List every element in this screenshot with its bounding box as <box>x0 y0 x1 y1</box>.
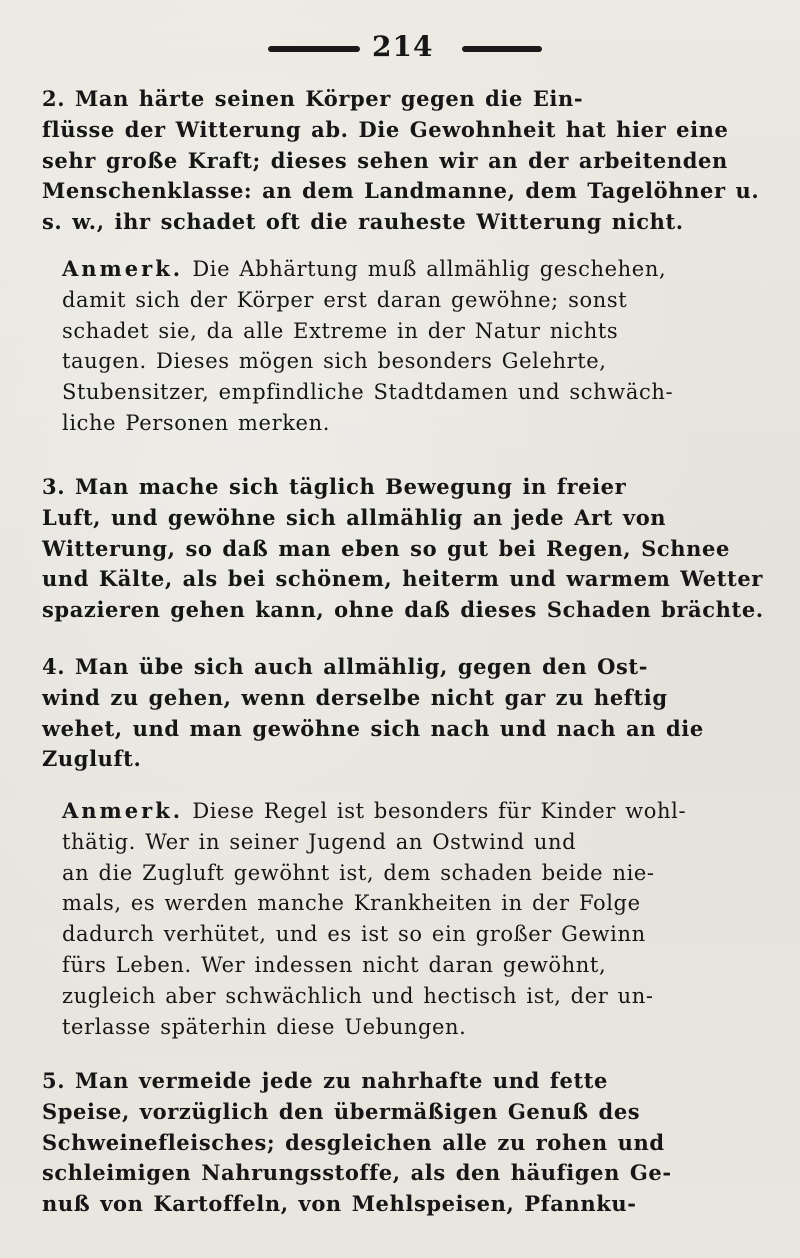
text-line: zugleich aber schwächlich und hectisch ist, der un- <box>62 983 654 1008</box>
text-line: 2. Man härte seinen Körper gegen die Ein- <box>42 86 584 111</box>
text-line: Menschenklasse: an dem Landmanne, dem Tagelöhner u. <box>42 178 760 204</box>
text-line: nuß von Kartoffeln, von Mehlspeisen, Pfannku- <box>42 1191 637 1217</box>
note-1 <box>62 254 762 439</box>
text-line: terlasse späterhin diese Uebungen. <box>62 1014 467 1039</box>
text-line: s. w., ihr schadet oft die rauheste Witterung nicht. <box>42 209 684 235</box>
text-line: flüsse der Witterung ab. Die Gewohnheit hat hier eine <box>42 116 729 142</box>
note-2 <box>62 796 762 1042</box>
text-line: Schweinefleisches; desgleichen alle zu rohen und <box>42 1129 665 1155</box>
page-header <box>0 30 800 70</box>
header-rule-left <box>268 46 360 52</box>
paragraph-4 <box>42 652 762 775</box>
text-line: liche Personen merken. <box>62 410 330 435</box>
note-label: Anmerk. <box>62 798 184 823</box>
text-line: damit sich der Körper erst daran gewöhne; sonst <box>62 287 628 312</box>
text-line: mals, es werden manche Krankheiten in der Folge <box>62 891 641 916</box>
text-line: fürs Leben. Wer indessen nicht daran gewöhnt, <box>62 952 607 977</box>
paragraph-2 <box>42 84 762 238</box>
text-line: 5. Man vermeide jede zu nahrhafte und fette <box>42 1068 608 1093</box>
text-line: taugen. Dieses mögen sich besonders Gelehrte, <box>62 349 607 374</box>
header-rule-right <box>462 46 542 52</box>
text-line: Speise, vorzüglich den übermäßigen Genuß des <box>42 1098 641 1124</box>
note-label: Anmerk. <box>62 256 184 281</box>
text-line: wind zu gehen, wenn derselbe nicht gar zu heftig <box>42 684 668 710</box>
text-line <box>62 796 762 827</box>
text-line: 4. Man übe sich auch allmählig, gegen den Ost- <box>42 654 649 679</box>
text-line: Luft, und gewöhne sich allmählig an jede Art von <box>42 504 667 530</box>
text-line: spazieren gehen kann, ohne daß dieses Schaden brächte. <box>42 597 764 623</box>
text-line: dadurch verhütet, und es ist so ein großer Gewinn <box>62 922 646 947</box>
text-line: schleimigen Nahrungsstoffe, als den häufigen Ge- <box>42 1160 672 1186</box>
text-line: und Kälte, als bei schönem, heiterm und warmem Wetter <box>42 566 763 592</box>
text-line <box>62 254 762 285</box>
text-line: an die Zugluft gewöhnt ist, dem schaden beide nie- <box>62 860 655 885</box>
text-line: Witterung, so daß man eben so gut bei Regen, Schnee <box>42 535 730 561</box>
text-line: Stubensitzer, empfindliche Stadtdamen und schwäch- <box>62 380 674 405</box>
paragraph-3 <box>42 472 762 626</box>
text-line: sehr große Kraft; dieses sehen wir an der arbeitenden <box>42 147 728 173</box>
text-line: Zugluft. <box>42 746 142 772</box>
text-line: schadet sie, da alle Extreme in der Natur nichts <box>62 318 619 343</box>
text-line: thätig. Wer in seiner Jugend an Ostwind und <box>62 829 577 854</box>
paragraph-5 <box>42 1066 762 1220</box>
text-line: wehet, und man gewöhne sich nach und nach an die <box>42 715 704 741</box>
note-text: Diese Regel ist besonders für Kinder wohl- <box>192 799 687 823</box>
note-text: Die Abhärtung muß allmählig geschehen, <box>192 257 667 281</box>
page-number: 214 <box>372 30 434 63</box>
text-line: 3. Man mache sich täglich Bewegung in freier <box>42 474 627 499</box>
